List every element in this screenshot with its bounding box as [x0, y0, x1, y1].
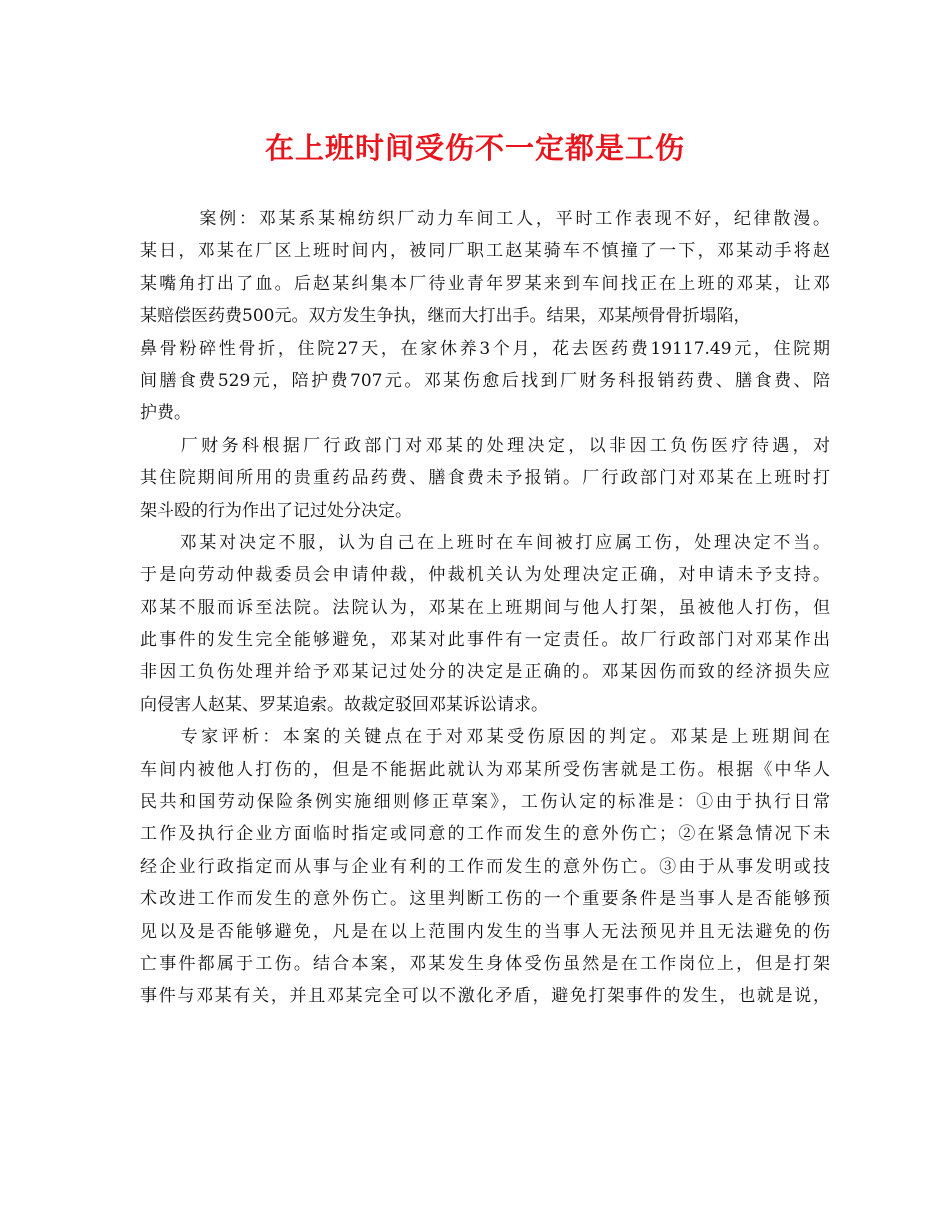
text-line: 某赔偿医药费500元。双方发生争执，继而大打出手。结果，邓某颅骨骨折塌陷， [140, 306, 751, 327]
text-line: 向侵害人赵某、罗某追索。故裁定驳回邓某诉讼请求。 [140, 694, 548, 715]
text-line: 间膳食费529元，陪护费707元。邓某伤愈后找到厂财务科报销药费、膳食费、陪 [140, 370, 830, 391]
text-line: 术改进工作而发生的意外伤亡。这里判断工伤的一个重要条件是当事人是否能够预 [140, 889, 830, 910]
text-line: 鼻骨粉碎性骨折，住院27天，在家休养3个月，花去医药费19117.49元，住院期 [140, 338, 830, 359]
text-line: 护费。 [140, 403, 191, 424]
text-line: 邓某对决定不服，认为自己在上班时在车间被打应属工伤，处理决定不当。 [140, 532, 830, 553]
text-line: 其住院期间所用的贵重药品药费、膳食费未予报销。厂行政部门对邓某在上班时打 [140, 468, 830, 489]
text-line: 非因工负伤处理并给予邓某记过处分的决定是正确的。邓某因伤而致的经济损失应 [140, 662, 830, 683]
text-line: 某日，邓某在厂区上班时间内，被同厂职工赵某骑车不慎撞了一下，邓某动手将赵 [140, 241, 830, 262]
text-line: 事件与邓某有关，并且邓某完全可以不激化矛盾，避免打架事件的发生，也就是说， [140, 986, 830, 1007]
text-line: 架斗殴的行为作出了记过处分决定。 [140, 500, 412, 521]
text-line: 案例：邓某系某棉纺织厂动力车间工人，平时工作表现不好，纪律散漫。 [140, 209, 830, 229]
document-title: 在上班时间受伤不一定都是工伤 [264, 131, 685, 165]
text-line: 专家评析：本案的关键点在于对邓某受伤原因的判定。邓某是上班期间在 [140, 727, 830, 748]
text-line: 民共和国劳动保险条例实施细则修正草案》，工伤认定的标准是：①由于执行日常 [140, 792, 830, 813]
text-line: 工作及执行企业方面临时指定或同意的工作而发生的意外伤亡；②在紧急情况下未 [140, 824, 830, 845]
text-line: 亡事件都属于工伤。结合本案，邓某发生身体受伤虽然是在工作岗位上，但是打架 [140, 953, 830, 974]
text-line: 厂财务科根据厂行政部门对邓某的处理决定，以非因工负伤医疗待遇，对 [140, 435, 830, 456]
text-line: 于是向劳动仲裁委员会申请仲裁，仲裁机关认为处理决定正确，对申请未予支持。 [140, 565, 830, 586]
text-line: 此事件的发生完全能够避免，邓某对此事件有一定责任。故厂行政部门对邓某作出 [140, 630, 830, 651]
text-line: 车间内被他人打伤的，但是不能据此就认为邓某所受伤害就是工伤。根据《中华人 [140, 759, 830, 780]
text-line: 邓某不服而诉至法院。法院认为，邓某在上班期间与他人打架，虽被他人打伤，但 [140, 597, 830, 618]
document-body [140, 203, 830, 1013]
text-line: 经企业行政指定而从事与企业有利的工作而发生的意外伤亡。③由于从事发明或技 [140, 856, 830, 877]
text-line: 见以及是否能够避免，凡是在以上范围内发生的当事人无法预见并且无法避免的伤 [140, 921, 830, 942]
text-line: 某嘴角打出了血。后赵某纠集本厂待业青年罗某来到车间找正在上班的邓某，让邓 [140, 273, 830, 294]
